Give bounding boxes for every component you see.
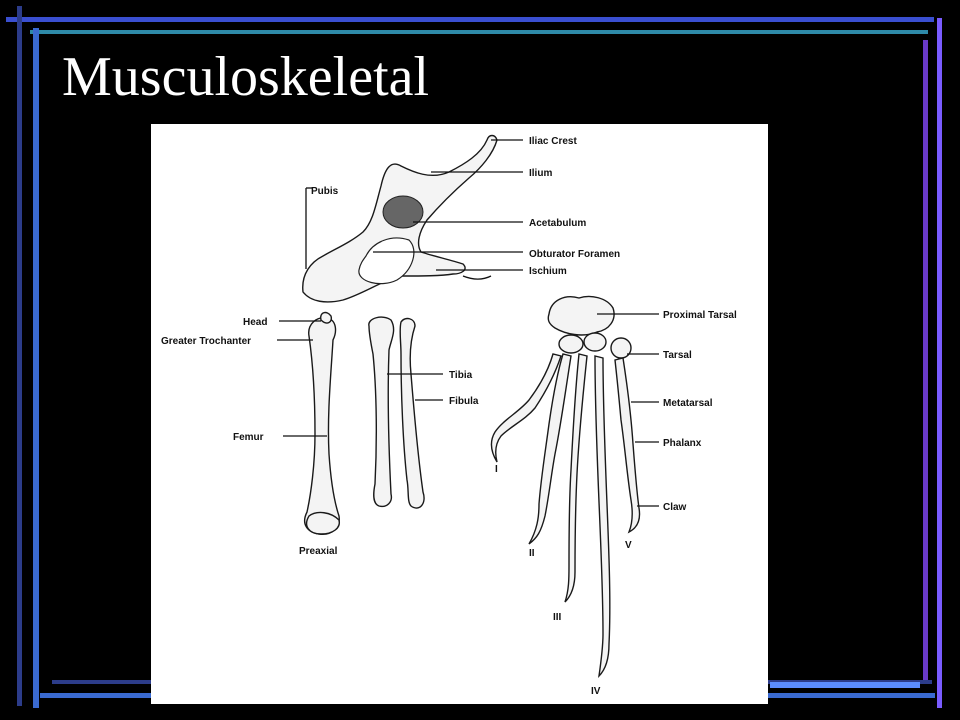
- iliac-crest-label: Iliac Crest: [529, 136, 577, 147]
- femur-head: [321, 313, 332, 323]
- slide-title: Musculoskeletal: [62, 46, 430, 108]
- digit-i-label: I: [495, 464, 498, 475]
- frame-bar-left-outer: [17, 6, 22, 706]
- proximal-tarsal-bones: [548, 296, 614, 335]
- skeleton-diagram: [151, 124, 768, 704]
- ischium-label: Ischium: [529, 266, 567, 277]
- acetabulum-label: Acetabulum: [529, 218, 587, 229]
- obturator-foramen-label: Obturator Foramen: [529, 249, 621, 260]
- digit-iv-bones: [595, 356, 610, 676]
- head-label: Head: [243, 317, 268, 328]
- frame-bar-top-inner: [30, 30, 928, 34]
- claw-label: Claw: [663, 502, 687, 513]
- digit-iv-label: IV: [591, 686, 601, 697]
- femur-label: Femur: [233, 432, 264, 443]
- femur-distal-end: [307, 513, 340, 534]
- fibula-bone: [400, 319, 424, 509]
- frame-bar-left-inner: [33, 28, 39, 708]
- skeleton-diagram-svg: [151, 124, 768, 704]
- tibia-fibula-illustration: [369, 317, 424, 508]
- tarsal-label: Tarsal: [663, 350, 692, 361]
- frame-bar-right-inner: [923, 40, 928, 680]
- digit-v-label: V: [625, 540, 632, 551]
- tarsal-bone-b: [584, 333, 606, 351]
- digit-ii-label: II: [529, 548, 535, 559]
- frame-bar-bottom-accent: [770, 682, 920, 688]
- digit-iii-bones: [565, 354, 587, 602]
- acetabulum-socket: [383, 196, 423, 228]
- proximal-tarsal-label: Proximal Tarsal: [663, 310, 737, 321]
- foot-illustration: [491, 296, 639, 676]
- preaxial-label: Preaxial: [299, 546, 338, 557]
- pelvis-illustration: [303, 136, 497, 302]
- tibia-label: Tibia: [449, 370, 473, 381]
- frame-bar-top-outer: [6, 17, 934, 22]
- femur-illustration: [305, 313, 340, 535]
- metatarsal-label: Metatarsal: [663, 398, 713, 409]
- femur-bone: [305, 318, 340, 535]
- fibula-label: Fibula: [449, 396, 479, 407]
- ischium-tail: [463, 276, 491, 279]
- digit-iii-label: III: [553, 612, 562, 623]
- ilium-label: Ilium: [529, 168, 553, 179]
- greater-trochanter-label: Greater Trochanter: [161, 336, 252, 347]
- tibia-bone: [369, 317, 394, 506]
- tarsal-bone-a: [559, 335, 583, 353]
- tarsal-bone-c: [611, 338, 631, 358]
- pubis-label: Pubis: [311, 186, 339, 197]
- phalanx-label: Phalanx: [663, 438, 702, 449]
- frame-bar-right-outer: [937, 18, 942, 708]
- digit-v-bones: [615, 358, 640, 532]
